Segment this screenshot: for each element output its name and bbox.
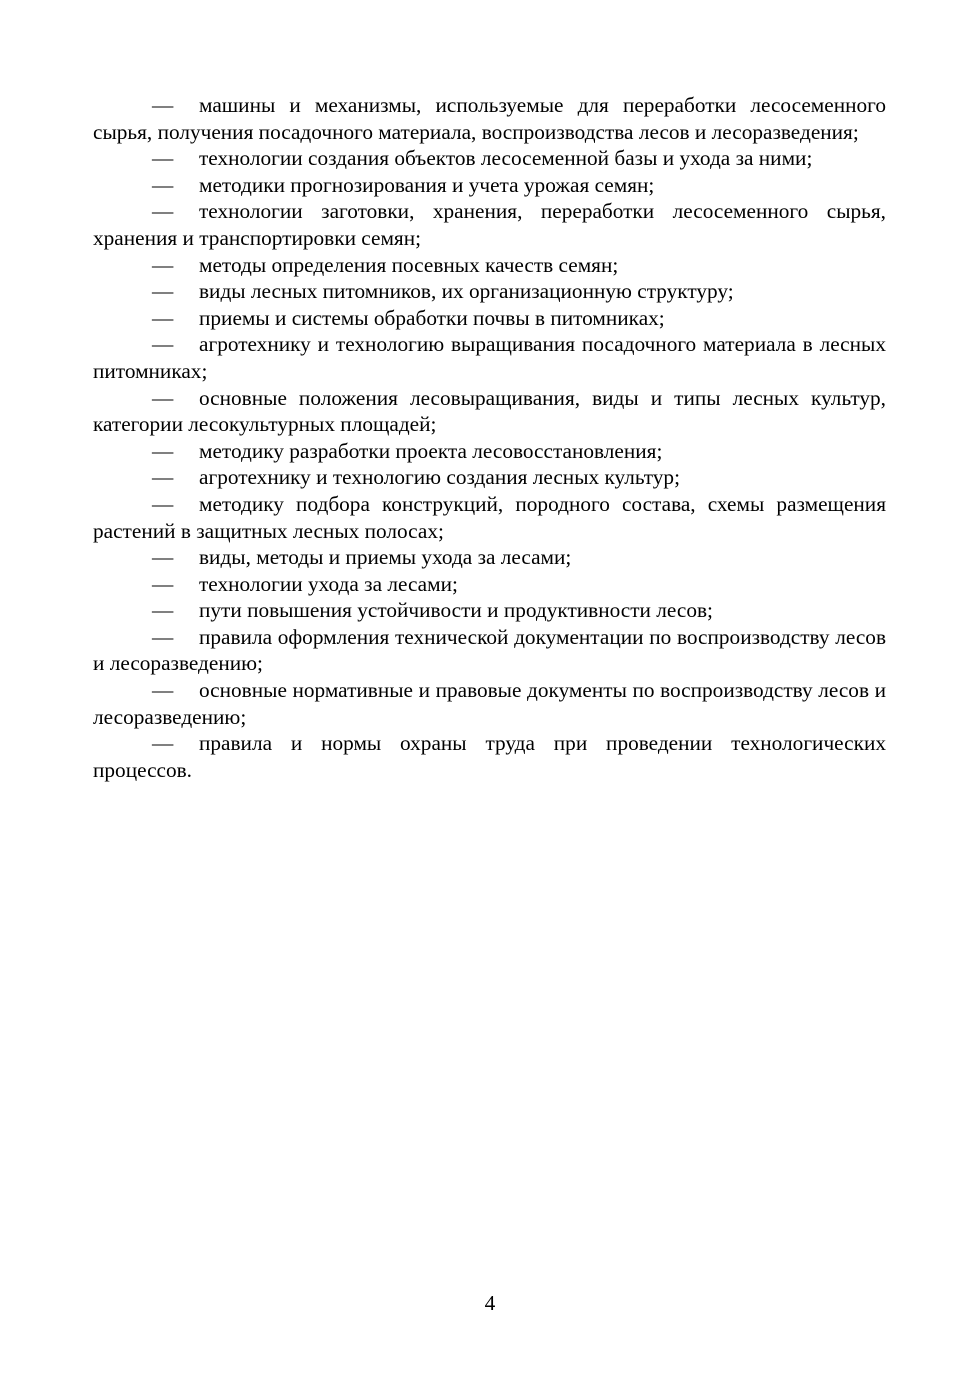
list-item [93,597,886,624]
list-item [93,491,886,544]
list-item-text: основные положения лесовыращивания, виды и типы лесных культур, категории лесокультурных площадей; [93,385,886,437]
list-item-text: основные нормативные и правовые документы по воспроизводству лесов и лесоразведению; [93,678,886,729]
list-item [93,730,886,783]
list-dash: — [152,93,174,117]
list-item-text: агротехнику и технологию выращивания посадочного материала в лесных питомниках; [93,332,886,383]
list-item [93,677,886,730]
document-body [93,92,886,783]
list-dash: — [152,172,174,197]
list-item [93,92,886,145]
list-item-text: технологии ухода за лесами; [199,571,458,596]
list-item-text: методики прогнозирования и учета урожая семян; [199,172,655,197]
list-item-text: правила оформления технической документации по воспроизводству лесов и лесоразведению; [93,624,886,676]
list-item-text: методы определения посевных качеств семян; [199,252,619,277]
list-item-text: правила и нормы охраны труда при проведении технологических процессов. [93,731,886,782]
list-item [93,544,886,571]
list-item-text: пути повышения устойчивости и продуктивности лесов; [199,598,713,623]
list-dash: — [152,731,174,756]
list-dash: — [152,305,174,330]
list-item [93,571,886,598]
list-dash: — [152,678,174,703]
list-item-text: виды, методы и приемы ухода за лесами; [199,545,572,570]
list-item-text: технологии создания объектов лесосеменной базы и ухода за ними; [199,146,813,171]
list-dash: — [152,545,174,570]
list-item-text: машины и механизмы, используемые для переработки лесосеменного сырья, получения посадочного материала, воспроизводства лесов и лесоразведения; [93,93,886,144]
list-item-text: агротехнику и технологию создания лесных культур; [199,465,680,490]
list-dash: — [152,332,174,357]
list-item [93,172,886,199]
list-dash: — [152,199,174,224]
list-item [93,331,886,384]
list-dash: — [152,279,174,304]
list-item [93,198,886,251]
list-item-text: методику подбора конструкций, породного состава, схемы размещения растений в защитных лесных полосах; [93,491,886,543]
list-dash: — [152,624,174,649]
list-dash: — [152,598,174,623]
list-item [93,278,886,305]
list-dash: — [152,146,174,171]
page-number: 4 [484,1291,496,1315]
list-item-text: технологии заготовки, хранения, переработки лесосеменного сырья, хранения и транспортировки семян; [93,199,886,250]
list-item [93,464,886,491]
list-item [93,438,886,465]
list-item-text: приемы и системы обработки почвы в питомниках; [199,305,665,330]
list-item [93,305,886,332]
list-item-text: методику разработки проекта лесовосстановления; [199,438,663,463]
list-dash: — [152,571,174,596]
list-dash: — [152,252,174,277]
list-dash: — [152,465,174,490]
list-dash: — [152,491,174,516]
list-item [93,145,886,172]
list-item [93,624,886,677]
list-item [93,252,886,279]
list-item [93,385,886,438]
list-item-text: виды лесных питомников, их организационную структуру; [199,279,734,304]
list-dash: — [152,438,174,463]
list-dash: — [152,385,174,410]
